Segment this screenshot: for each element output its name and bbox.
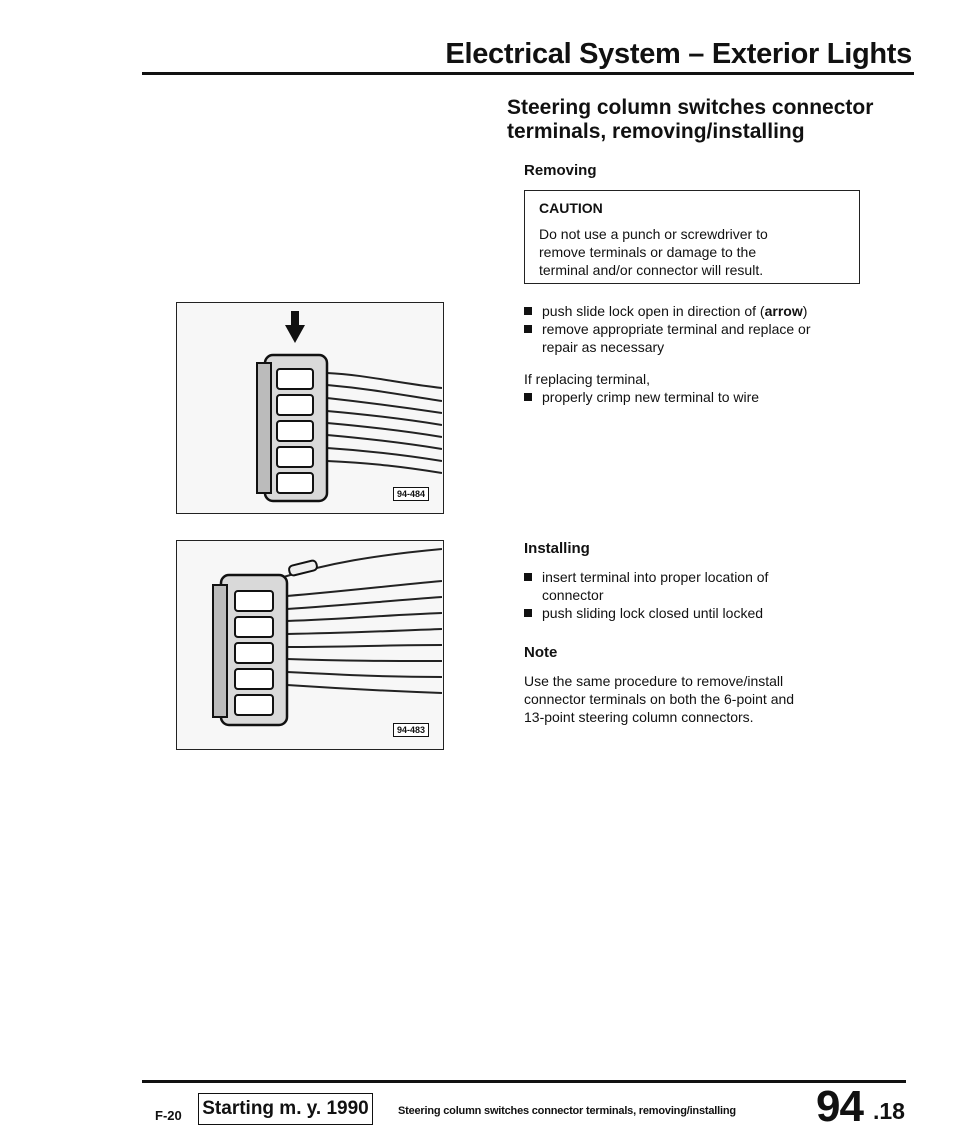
removing-heading: Removing: [524, 162, 597, 179]
page-number-major: 94: [816, 1082, 863, 1131]
connector-illustration-2: [177, 541, 442, 748]
figure-connector-terminal: [176, 540, 444, 750]
if-replacing-text: If replacing terminal,: [524, 371, 651, 387]
figure-number: 94-483: [393, 723, 429, 737]
figure-connector-slide-lock: [176, 302, 444, 514]
installing-steps: [524, 568, 884, 622]
figure-number: 94-484: [393, 487, 429, 501]
section-title-line-2: terminals, removing/installing: [507, 120, 805, 143]
removing-step-2: remove appropriate terminal and replace or repair as necessary: [524, 320, 884, 356]
direction-arrow-icon: [285, 311, 305, 343]
note-heading: Note: [524, 644, 558, 661]
page-number-minor: .18: [873, 1098, 905, 1124]
model-year-box: Starting m. y. 1990: [198, 1093, 373, 1125]
footer-rule: [142, 1080, 906, 1083]
note-text: Use the same procedure to remove/install connector terminals on both the 6-point and 13-point steering column connectors.: [524, 673, 795, 725]
caution-title: CAUTION: [539, 200, 603, 216]
page-code: F-20: [155, 1108, 182, 1123]
page-header-title: Electrical System – Exterior Lights: [445, 38, 912, 70]
removing-step-1: push slide lock open in direction of (arrow): [524, 302, 884, 320]
replacing-steps: [524, 388, 884, 406]
caution-box: [524, 190, 860, 284]
removing-step-3: properly crimp new terminal to wire: [524, 388, 884, 406]
installing-heading: Installing: [524, 540, 590, 557]
installing-step-1: insert terminal into proper location of connector: [524, 568, 884, 604]
removing-steps: [524, 302, 884, 356]
installing-step-2: push sliding lock closed until locked: [524, 604, 884, 622]
caution-line-1: Do not use a punch or screwdriver to: [539, 226, 768, 242]
header-rule: [142, 72, 914, 75]
section-title: [507, 96, 907, 144]
caution-line-2: remove terminals or damage to the: [539, 244, 757, 260]
arrow-label: arrow: [764, 303, 803, 319]
section-title-line-1: Steering column switches connector: [507, 96, 874, 119]
footer-caption: Steering column switches connector terminals, removing/installing: [398, 1105, 736, 1117]
caution-line-3: terminal and/or connector will result.: [539, 262, 764, 278]
connector-illustration-1: [177, 303, 442, 512]
